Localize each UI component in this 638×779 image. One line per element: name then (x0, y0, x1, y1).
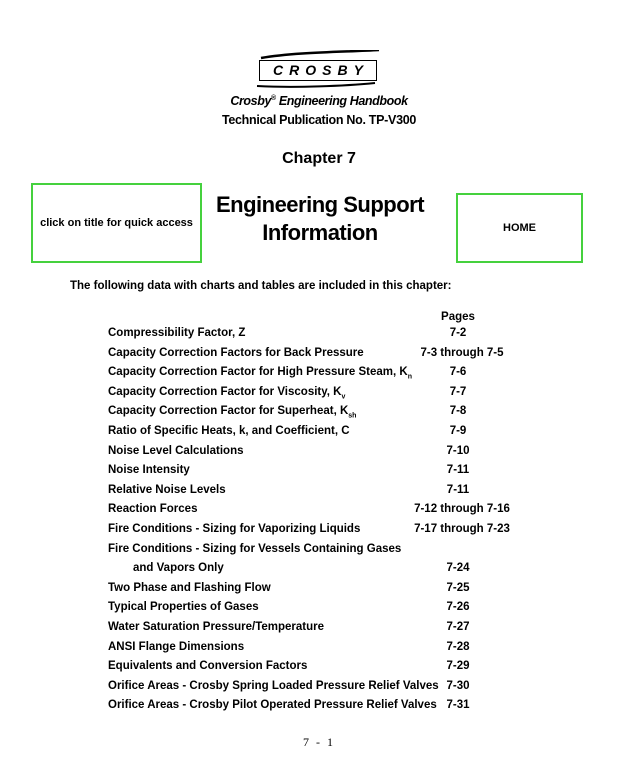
toc-title-text: Capacity Correction Factor for High Pressure Steam, K (108, 366, 408, 379)
toc-title-text: Ratio of Specific Heats, k, and Coefficient, C (108, 424, 350, 437)
toc-title-text: Relative Noise Levels (108, 483, 226, 496)
toc-page: 7-26 (446, 601, 470, 614)
toc-title[interactable] (108, 503, 197, 515)
toc-title-text: Compressibility Factor, Z (108, 327, 246, 339)
toc-title[interactable] (133, 562, 224, 574)
toc-row[interactable] (108, 582, 528, 602)
pages-column-header: Pages (441, 311, 475, 323)
toc-title-text: Reaction Forces (108, 503, 198, 516)
toc-row[interactable] (108, 503, 528, 523)
toc-page: 7-2 (449, 327, 467, 339)
toc-title-subscript: n (407, 373, 412, 381)
toc-title-text: Orifice Areas - Crosby Pilot Operated Pressure Relief Valves (108, 699, 437, 712)
toc-title-text: Fire Conditions - Sizing for Vaporizing Liquids (108, 522, 361, 535)
toc-page: 7-6 (449, 366, 467, 379)
toc-title-text: and Vapors Only (133, 562, 224, 575)
toc-page: 7-25 (446, 581, 470, 594)
toc-row[interactable] (108, 660, 528, 680)
table-of-contents (108, 307, 528, 719)
title-line-1: Engineering Support (215, 192, 425, 217)
home-label: HOME (503, 222, 536, 234)
toc-row[interactable] (108, 543, 528, 563)
toc-title[interactable] (108, 386, 345, 400)
crosby-logo (255, 50, 381, 88)
toc-page: 7-17 through 7-23 (414, 522, 510, 535)
toc-title[interactable] (108, 601, 259, 613)
toc-title-subscript: sh (348, 412, 357, 420)
toc-row[interactable] (108, 680, 528, 700)
toc-row[interactable] (108, 366, 528, 386)
toc-title-text: Equivalents and Conversion Factors (108, 660, 308, 673)
toc-title-text: Orifice Areas - Crosby Spring Loaded Pressure Relief Valves (108, 679, 439, 692)
logo-text: CROSBY (273, 62, 369, 78)
toc-title[interactable] (108, 445, 244, 457)
title-line-2: Information (262, 220, 378, 245)
toc-title[interactable] (108, 327, 245, 339)
toc-page: 7-24 (446, 562, 470, 575)
toc-row[interactable] (108, 641, 528, 661)
toc-page: 7-11 (446, 464, 470, 477)
toc-title-text: Water Saturation Pressure/Temperature (108, 620, 325, 633)
home-button[interactable] (456, 193, 583, 263)
toc-row[interactable] (108, 386, 528, 406)
toc-title[interactable] (108, 680, 439, 692)
chapter-heading: Chapter 7 (282, 150, 356, 167)
toc-title[interactable] (108, 347, 364, 359)
toc-title-text: Capacity Correction Factor for Superheat, K (108, 405, 349, 418)
toc-page: 7-7 (449, 385, 467, 398)
toc-page: 7-11 (446, 483, 470, 496)
toc-row[interactable] (108, 405, 528, 425)
toc-title[interactable] (108, 464, 190, 476)
toc-row[interactable] (108, 699, 528, 719)
toc-row[interactable] (108, 347, 528, 367)
toc-title[interactable] (108, 543, 401, 555)
toc-title[interactable] (108, 641, 244, 653)
toc-page: 7-12 through 7-16 (414, 503, 510, 516)
quick-access-label: click on title for quick access (40, 217, 193, 229)
toc-row[interactable] (108, 327, 528, 347)
toc-row[interactable] (108, 601, 528, 621)
toc-title-text: Noise Intensity (108, 464, 190, 477)
toc-row[interactable] (108, 484, 528, 504)
quick-access-box[interactable] (31, 183, 202, 263)
toc-page: 7-27 (446, 620, 470, 633)
handbook-name: Crosby (230, 94, 271, 108)
toc-title[interactable] (108, 660, 307, 672)
toc-row[interactable] (108, 523, 528, 543)
toc-title-text: Capacity Correction Factor for Viscosity, K (108, 385, 342, 398)
toc-page: 7-10 (446, 444, 470, 457)
toc-title[interactable] (108, 366, 412, 380)
toc-row[interactable] (108, 464, 528, 484)
toc-title-text: Noise Level Calculations (108, 444, 244, 457)
toc-title-text: Two Phase and Flashing Flow (108, 581, 271, 594)
toc-title[interactable] (108, 582, 271, 594)
toc-page: 7-30 (446, 679, 470, 692)
toc-row[interactable] (108, 425, 528, 445)
handbook-title (0, 94, 638, 108)
registered-mark: ® (271, 94, 276, 102)
toc-page: 7-3 through 7-5 (420, 346, 504, 359)
page-number: 7 - 1 (303, 735, 335, 749)
toc-title-text: Capacity Correction Factors for Back Pressure (108, 346, 364, 359)
toc-row[interactable] (108, 445, 528, 465)
toc-title[interactable] (108, 425, 350, 437)
toc-title[interactable] (108, 621, 324, 633)
toc-page: 7-31 (446, 699, 470, 712)
toc-title[interactable] (108, 484, 226, 496)
toc-title[interactable] (108, 523, 360, 535)
handbook-suffix: Engineering Handbook (275, 94, 408, 108)
page-title (200, 191, 440, 247)
toc-page: 7-8 (449, 405, 467, 418)
toc-title-text: Typical Properties of Gases (108, 601, 259, 614)
toc-page: 7-28 (446, 640, 470, 653)
toc-row[interactable] (108, 621, 528, 641)
toc-title[interactable] (108, 405, 356, 419)
toc-row[interactable] (108, 562, 528, 582)
intro-text: The following data with charts and tables are included in this chapter: (70, 280, 452, 292)
toc-title-subscript: v (341, 393, 346, 401)
publication-number: Technical Publication No. TP-V300 (221, 113, 417, 127)
toc-title-text: Fire Conditions - Sizing for Vessels Containing Gases (108, 542, 402, 555)
toc-page: 7-9 (449, 424, 467, 437)
toc-title-text: ANSI Flange Dimensions (108, 640, 245, 653)
toc-title[interactable] (108, 699, 437, 711)
toc-page: 7-29 (446, 660, 470, 673)
